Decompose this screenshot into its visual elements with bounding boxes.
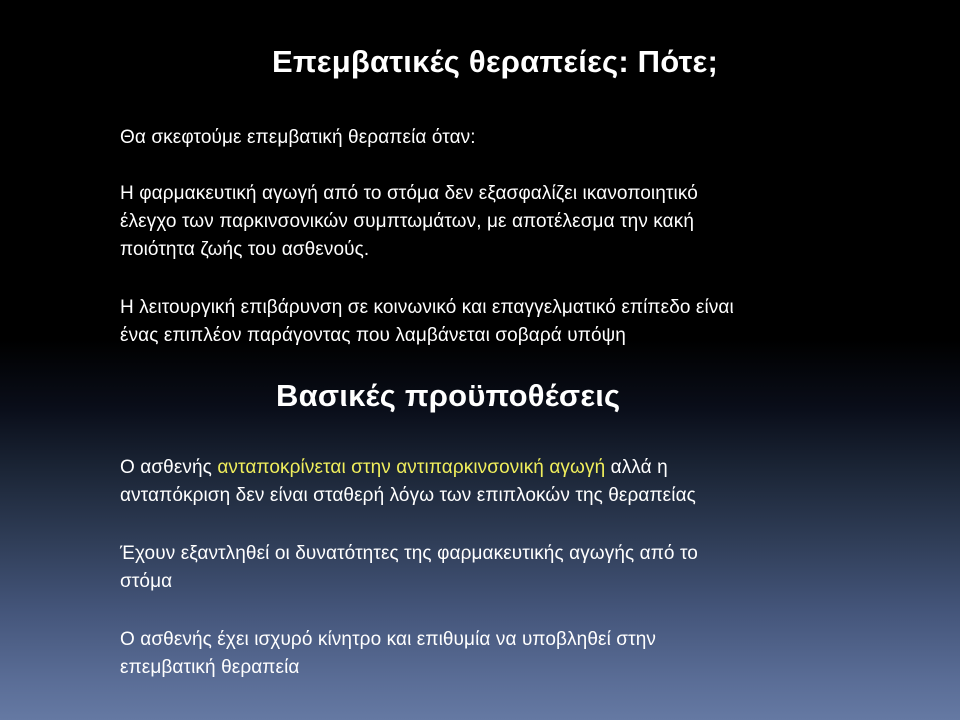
condition-exhausted-options (120, 540, 920, 596)
paragraph-line: ποιότητα ζωής του ασθενούς. (120, 239, 370, 260)
condition-prefix: Ο ασθενής (120, 457, 218, 478)
paragraph-line: Η λειτουργική επιβάρυνση σε κοινωνικό και επαγγελματικό επίπεδο είναι (120, 297, 734, 318)
condition-suffix: αλλά η (605, 457, 668, 478)
intro-line: Θα σκεφτούμε επεμβατική θεραπεία όταν: (120, 127, 476, 148)
highlighted-text: ανταποκρίνεται στην αντιπαρκινσονική αγωγή (217, 457, 606, 478)
condition-line: επεμβατική θεραπεία (120, 657, 300, 678)
condition-motivation (120, 626, 920, 682)
paragraph-line: έλεγχο των παρκινσονικών συμπτωμάτων, με αποτέλεσμα την κακή (120, 211, 695, 232)
condition-line: Ο ασθενής έχει ισχυρό κίνητρο και επιθυμία να υποβληθεί στην (120, 629, 656, 650)
paragraph-line: ένας επιπλέον παράγοντας που λαμβάνεται σοβαρά υπόψη (120, 325, 626, 346)
condition-response (120, 454, 920, 510)
intro-paragraph (120, 124, 920, 152)
paragraph-oral-therapy (120, 180, 920, 264)
condition-line: στόμα (120, 571, 173, 592)
paragraph-line: Η φαρμακευτική αγωγή από το στόμα δεν εξασφαλίζει ικανοποιητικό (120, 183, 698, 204)
condition-line: ανταπόκριση δεν είναι σταθερή λόγω των επιπλοκών της θεραπείας (120, 485, 696, 506)
slide-title: Επεμβατικές θεραπείες: Πότε; (272, 44, 718, 79)
paragraph-functional-burden (120, 294, 920, 350)
condition-line: Έχουν εξαντληθεί οι δυνατότητες της φαρμακευτικής αγωγής από το (120, 543, 698, 564)
section-subtitle: Βασικές προϋποθέσεις (276, 378, 621, 413)
condition-line (120, 454, 920, 482)
